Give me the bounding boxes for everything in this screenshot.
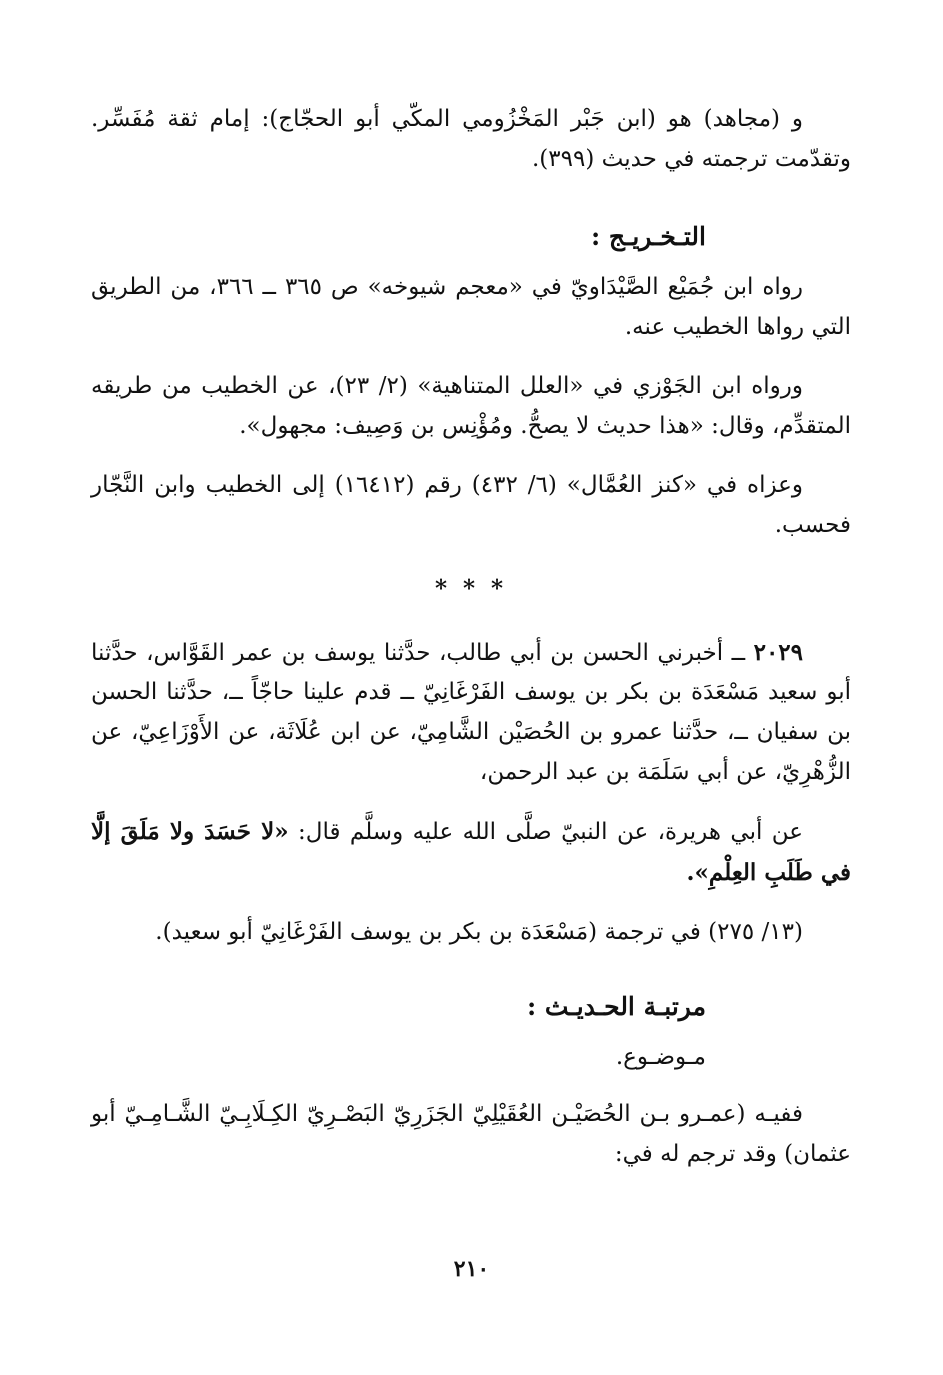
paragraph-source-reference: (١٣/ ٢٧٥) في ترجمة (مَسْعَدَة بن بكر بن يوسف الفَرْغَانِيّ أبو سعيد). bbox=[155, 919, 803, 946]
hadith-grade: مـوضـوع. bbox=[615, 1043, 706, 1070]
hadith-number: ٢٠٢٩ bbox=[753, 638, 804, 666]
hadith-isnad-text: ــ أخبرني الحسن بن أبي طالب، حدَّثنا يوسف بن عمر القَوَّاس، حدَّثنا أبو سعيد مَسْعَدَة بن بكر بن يوسف الفَرْغَانِيّ ــ قدم علينا حاجّاً ــ، حدَّثنا الحسن بن سفيان ــ، حدَّثنا عمرو بن الحُصَيْن الشَّامِيّ، عن ابن عُلَاثَة، عن الأَوْزَاعِيّ، عن الزُّهْرِيّ، عن أبي سَلَمَة بن عبد الرحمن، bbox=[91, 639, 851, 785]
hadith-matn-text: «لا حَسَدَ ولا مَلَقَ إلَّا في طَلَبِ العِلْمِ». bbox=[91, 818, 851, 886]
paragraph-amr-ibn-husayn: ففيـه (عمـرو بـن الحُصَيْـن العُقَيْلِيّ الجَزَرِيّ البَصْـرِيّ الكِـلَابِـيّ الشَّـامِـيّ أبو عثمان) وقد ترجم له في: bbox=[91, 1101, 851, 1167]
paragraph-mujahid: و (مجاهد) هو (ابن جَبْر المَخْزُومي المكّي أبو الحجّاج): إمام ثقة مُفَسِّر. وتقدّمت ترجمته في حديث (٣٩٩). bbox=[91, 106, 851, 172]
section-separator: * * * bbox=[434, 575, 508, 603]
heading-takhrij: التـخـريـج : bbox=[590, 222, 706, 252]
heading-rutba: مرتبـة الحـديـث : bbox=[526, 991, 706, 1021]
hadith-matn bbox=[91, 812, 851, 893]
paragraph-ibn-jumay: رواه ابن جُمَيْع الصَّيْدَاويّ في «معجم شيوخه» ص ٣٦٥ ــ ٣٦٦، من الطريق التي رواها الخطيب عنه. bbox=[91, 274, 851, 340]
page-body bbox=[91, 100, 851, 1194]
paragraph-kanz-ummal: وعزاه في «كنز العُمَّال» (٦/ ٤٣٢) رقم (١٦٤١٢) إلى الخطيب وابن النَّجّار فحسب. bbox=[91, 472, 851, 538]
page-number: ٢١٠ bbox=[453, 1256, 490, 1282]
hadith-matn-intro: عن أبي هريرة، عن النبيّ صلَّى الله عليه وسلَّم قال: bbox=[298, 819, 804, 846]
paragraph-ibn-jawzi: ورواه ابن الجَوْزي في «العلل المتناهية» (٢/ ٢٣)، عن الخطيب من طريقه المتقدِّم، وقال: «هذا حديث لا يصحُّ. ومُؤْنِس بن وَصِيف: مجهول». bbox=[91, 373, 851, 439]
hadith-isnad bbox=[91, 633, 851, 792]
